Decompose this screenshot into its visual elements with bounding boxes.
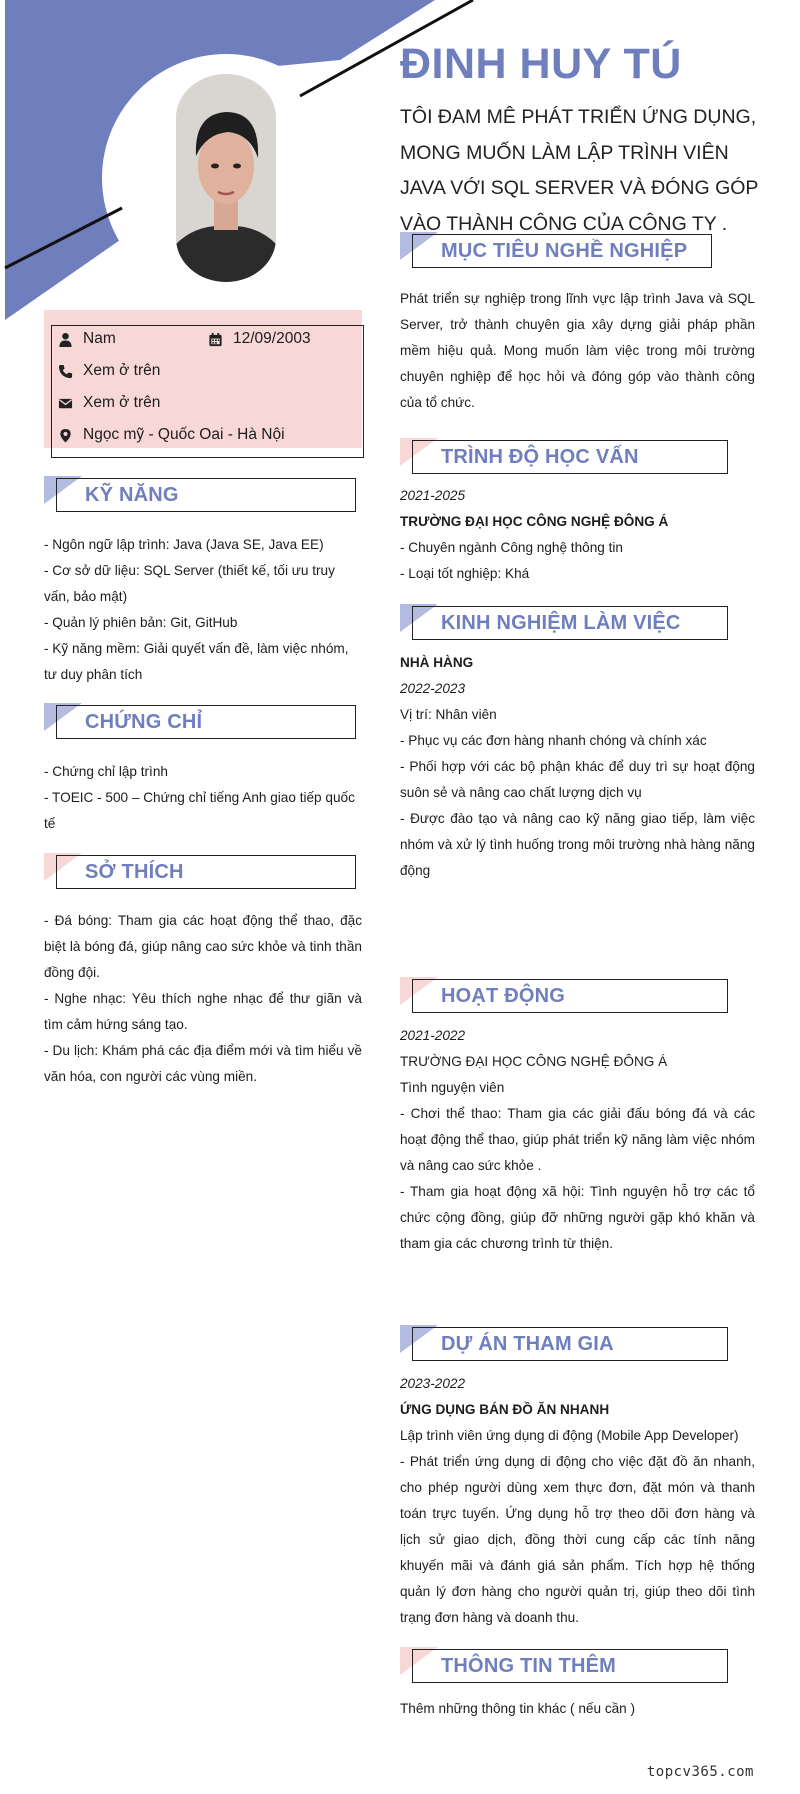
projects-body bbox=[400, 1371, 755, 1631]
skill-item: - Quản lý phiên bản: Git, GitHub bbox=[44, 615, 238, 630]
activities-org: TRƯỜNG ĐẠI HỌC CÔNG NGHỆ ĐÔNG Á bbox=[400, 1054, 668, 1069]
skills-list bbox=[44, 532, 362, 688]
extra-heading bbox=[400, 1647, 716, 1683]
experience-heading bbox=[400, 604, 716, 640]
phone-icon bbox=[58, 364, 73, 379]
education-line: - Chuyên ngành Công nghệ thông tin bbox=[400, 540, 623, 555]
certificates-list bbox=[44, 759, 362, 837]
experience-period: 2022-2023 bbox=[400, 681, 466, 696]
extra-title: THÔNG TIN THÊM bbox=[412, 1649, 728, 1683]
tagline: TÔI ĐAM MÊ PHÁT TRIỂN ỨNG DỤNG, MONG MUỐN LÀM LẬP TRÌNH VIÊN JAVA VỚI SQL SERVER VÀ ĐÓNG GÓP VÀO THÀNH CÔNG CỦA CÔNG TY . bbox=[400, 106, 759, 235]
projects-role: Lập trình viên ứng dụng di động (Mobile App Developer) bbox=[400, 1428, 739, 1443]
hobby-item: - Du lịch: Khám phá các địa điểm mới và tìm hiểu về văn hóa, con người các vùng miền. bbox=[44, 1043, 362, 1084]
objective-paragraph: Phát triển sự nghiệp trong lĩnh vực lập trình Java và SQL Server, trở thành chuyên gia xây dựng giải pháp phần mềm hiệu quả. Mong muốn làm việc trong môi trường chuyên nghiệp để học hỏi và đóng góp vào thành công của tổ chức. bbox=[400, 291, 755, 410]
contact-gender bbox=[58, 330, 116, 348]
activities-role: Tình nguyện viên bbox=[400, 1080, 505, 1095]
certificate-item: - TOEIC - 500 – Chứng chỉ tiếng Anh giao tiếp quốc tế bbox=[44, 790, 355, 831]
envelope-icon bbox=[58, 396, 73, 411]
contact-phone bbox=[58, 362, 160, 380]
extra-text: Thêm những thông tin khác ( nếu cần ) bbox=[400, 1701, 636, 1716]
certificates-title: CHỨNG CHỈ bbox=[56, 705, 356, 739]
projects-title: DỰ ÁN THAM GIA bbox=[412, 1327, 728, 1361]
skill-item: - Cơ sở dữ liệu: SQL Server (thiết kế, tối ưu truy vấn, bảo mật) bbox=[44, 563, 335, 604]
skills-title: KỸ NĂNG bbox=[56, 478, 356, 512]
certificates-heading bbox=[44, 703, 344, 739]
activities-line: - Tham gia hoạt động xã hội: Tình nguyện hỗ trợ các tổ chức cộng đồng, giúp đỡ những người gặp khó khăn và tham gia các chương trình từ thiện. bbox=[400, 1184, 755, 1251]
objective-title: MỤC TIÊU NGHỀ NGHIỆP bbox=[412, 234, 712, 268]
education-heading bbox=[400, 438, 716, 474]
hobby-item: - Nghe nhạc: Yêu thích nghe nhạc để thư giãn và tìm cảm hứng sáng tạo. bbox=[44, 991, 362, 1032]
experience-line: - Phối hợp với các bộ phận khác để duy trì sự hoạt động suôn sẻ và nâng cao chất lượng dịch vụ bbox=[400, 759, 755, 800]
address-value: Ngọc mỹ - Quốc Oai - Hà Nội bbox=[83, 426, 285, 443]
experience-company: NHÀ HÀNG bbox=[400, 655, 474, 670]
gender-value: Nam bbox=[83, 330, 116, 347]
projects-heading bbox=[400, 1325, 716, 1361]
hobbies-heading bbox=[44, 853, 344, 889]
location-pin-icon bbox=[58, 428, 73, 443]
experience-title: KINH NGHIỆM LÀM VIỆC bbox=[412, 606, 728, 640]
education-line: - Loại tốt nghiệp: Khá bbox=[400, 566, 530, 581]
projects-description: - Phát triển ứng dụng di động cho việc đặt đồ ăn nhanh, cho phép người dùng xem thực đơn, đặt món và thanh toán trực tuyến. Ứng dụng hỗ trợ theo dõi đơn hàng và lịch sử giao dịch, đồng thời cung cấp các tính năng khuyến mãi và đánh giá sản phẩm. Tích hợp hệ thống quản lý đơn hàng cho người quản trị, giúp theo dõi tình trạng đơn hàng và doanh thu. bbox=[400, 1454, 755, 1625]
activities-period: 2021-2022 bbox=[400, 1028, 466, 1043]
projects-period: 2023-2022 bbox=[400, 1376, 466, 1391]
email-value: Xem ở trên bbox=[83, 394, 161, 411]
activities-body bbox=[400, 1023, 755, 1257]
education-body bbox=[400, 483, 755, 587]
experience-position: Vị trí: Nhân viên bbox=[400, 707, 497, 722]
projects-name: ỨNG DỤNG BÁN ĐỒ ĂN NHANH bbox=[400, 1402, 610, 1417]
objective-heading bbox=[400, 232, 700, 268]
education-period: 2021-2025 bbox=[400, 488, 466, 503]
watermark: topcv365.com bbox=[646, 1764, 754, 1780]
skills-heading bbox=[44, 476, 344, 512]
birthday-value: 12/09/2003 bbox=[233, 330, 311, 347]
education-title: TRÌNH ĐỘ HỌC VẤN bbox=[412, 440, 728, 474]
objective-text bbox=[400, 286, 755, 416]
certificate-item: - Chứng chỉ lập trình bbox=[44, 764, 168, 779]
extra-body bbox=[400, 1696, 755, 1722]
contact-email bbox=[58, 394, 160, 412]
skill-item: - Kỹ năng mềm: Giải quyết vấn đề, làm việc nhóm, tư duy phân tích bbox=[44, 641, 349, 682]
phone-value: Xem ở trên bbox=[83, 362, 161, 379]
hobby-item: - Đá bóng: Tham gia các hoạt động thể thao, đặc biệt là bóng đá, giúp nâng cao sức khỏe và tinh thần đồng đội. bbox=[44, 913, 362, 980]
person-icon bbox=[58, 332, 73, 347]
contact-birthday bbox=[208, 330, 311, 348]
activities-title: HOẠT ĐỘNG bbox=[412, 979, 728, 1013]
education-school: TRƯỜNG ĐẠI HỌC CÔNG NGHỆ ĐÔNG Á bbox=[400, 514, 669, 529]
experience-line: - Được đào tạo và nâng cao kỹ năng giao tiếp, làm việc nhóm và xử lý tình huống trong môi trường nhà hàng năng động bbox=[400, 811, 755, 878]
hobbies-list bbox=[44, 908, 362, 1090]
candidate-name: ĐINH HUY TÚ bbox=[400, 40, 682, 88]
hobbies-title: SỞ THÍCH bbox=[56, 855, 356, 889]
experience-body bbox=[400, 650, 755, 884]
contact-address bbox=[58, 426, 285, 444]
experience-line: - Phục vụ các đơn hàng nhanh chóng và chính xác bbox=[400, 733, 707, 748]
skill-item: - Ngôn ngữ lập trình: Java (Java SE, Java EE) bbox=[44, 537, 324, 552]
activities-line: - Chơi thể thao: Tham gia các giải đấu bóng đá và các hoạt động thể thao, giúp phát triển kỹ năng làm việc nhóm và nâng cao sức khỏe . bbox=[400, 1106, 755, 1173]
activities-heading bbox=[400, 977, 716, 1013]
avatar bbox=[176, 74, 276, 282]
calendar-icon bbox=[208, 332, 223, 347]
